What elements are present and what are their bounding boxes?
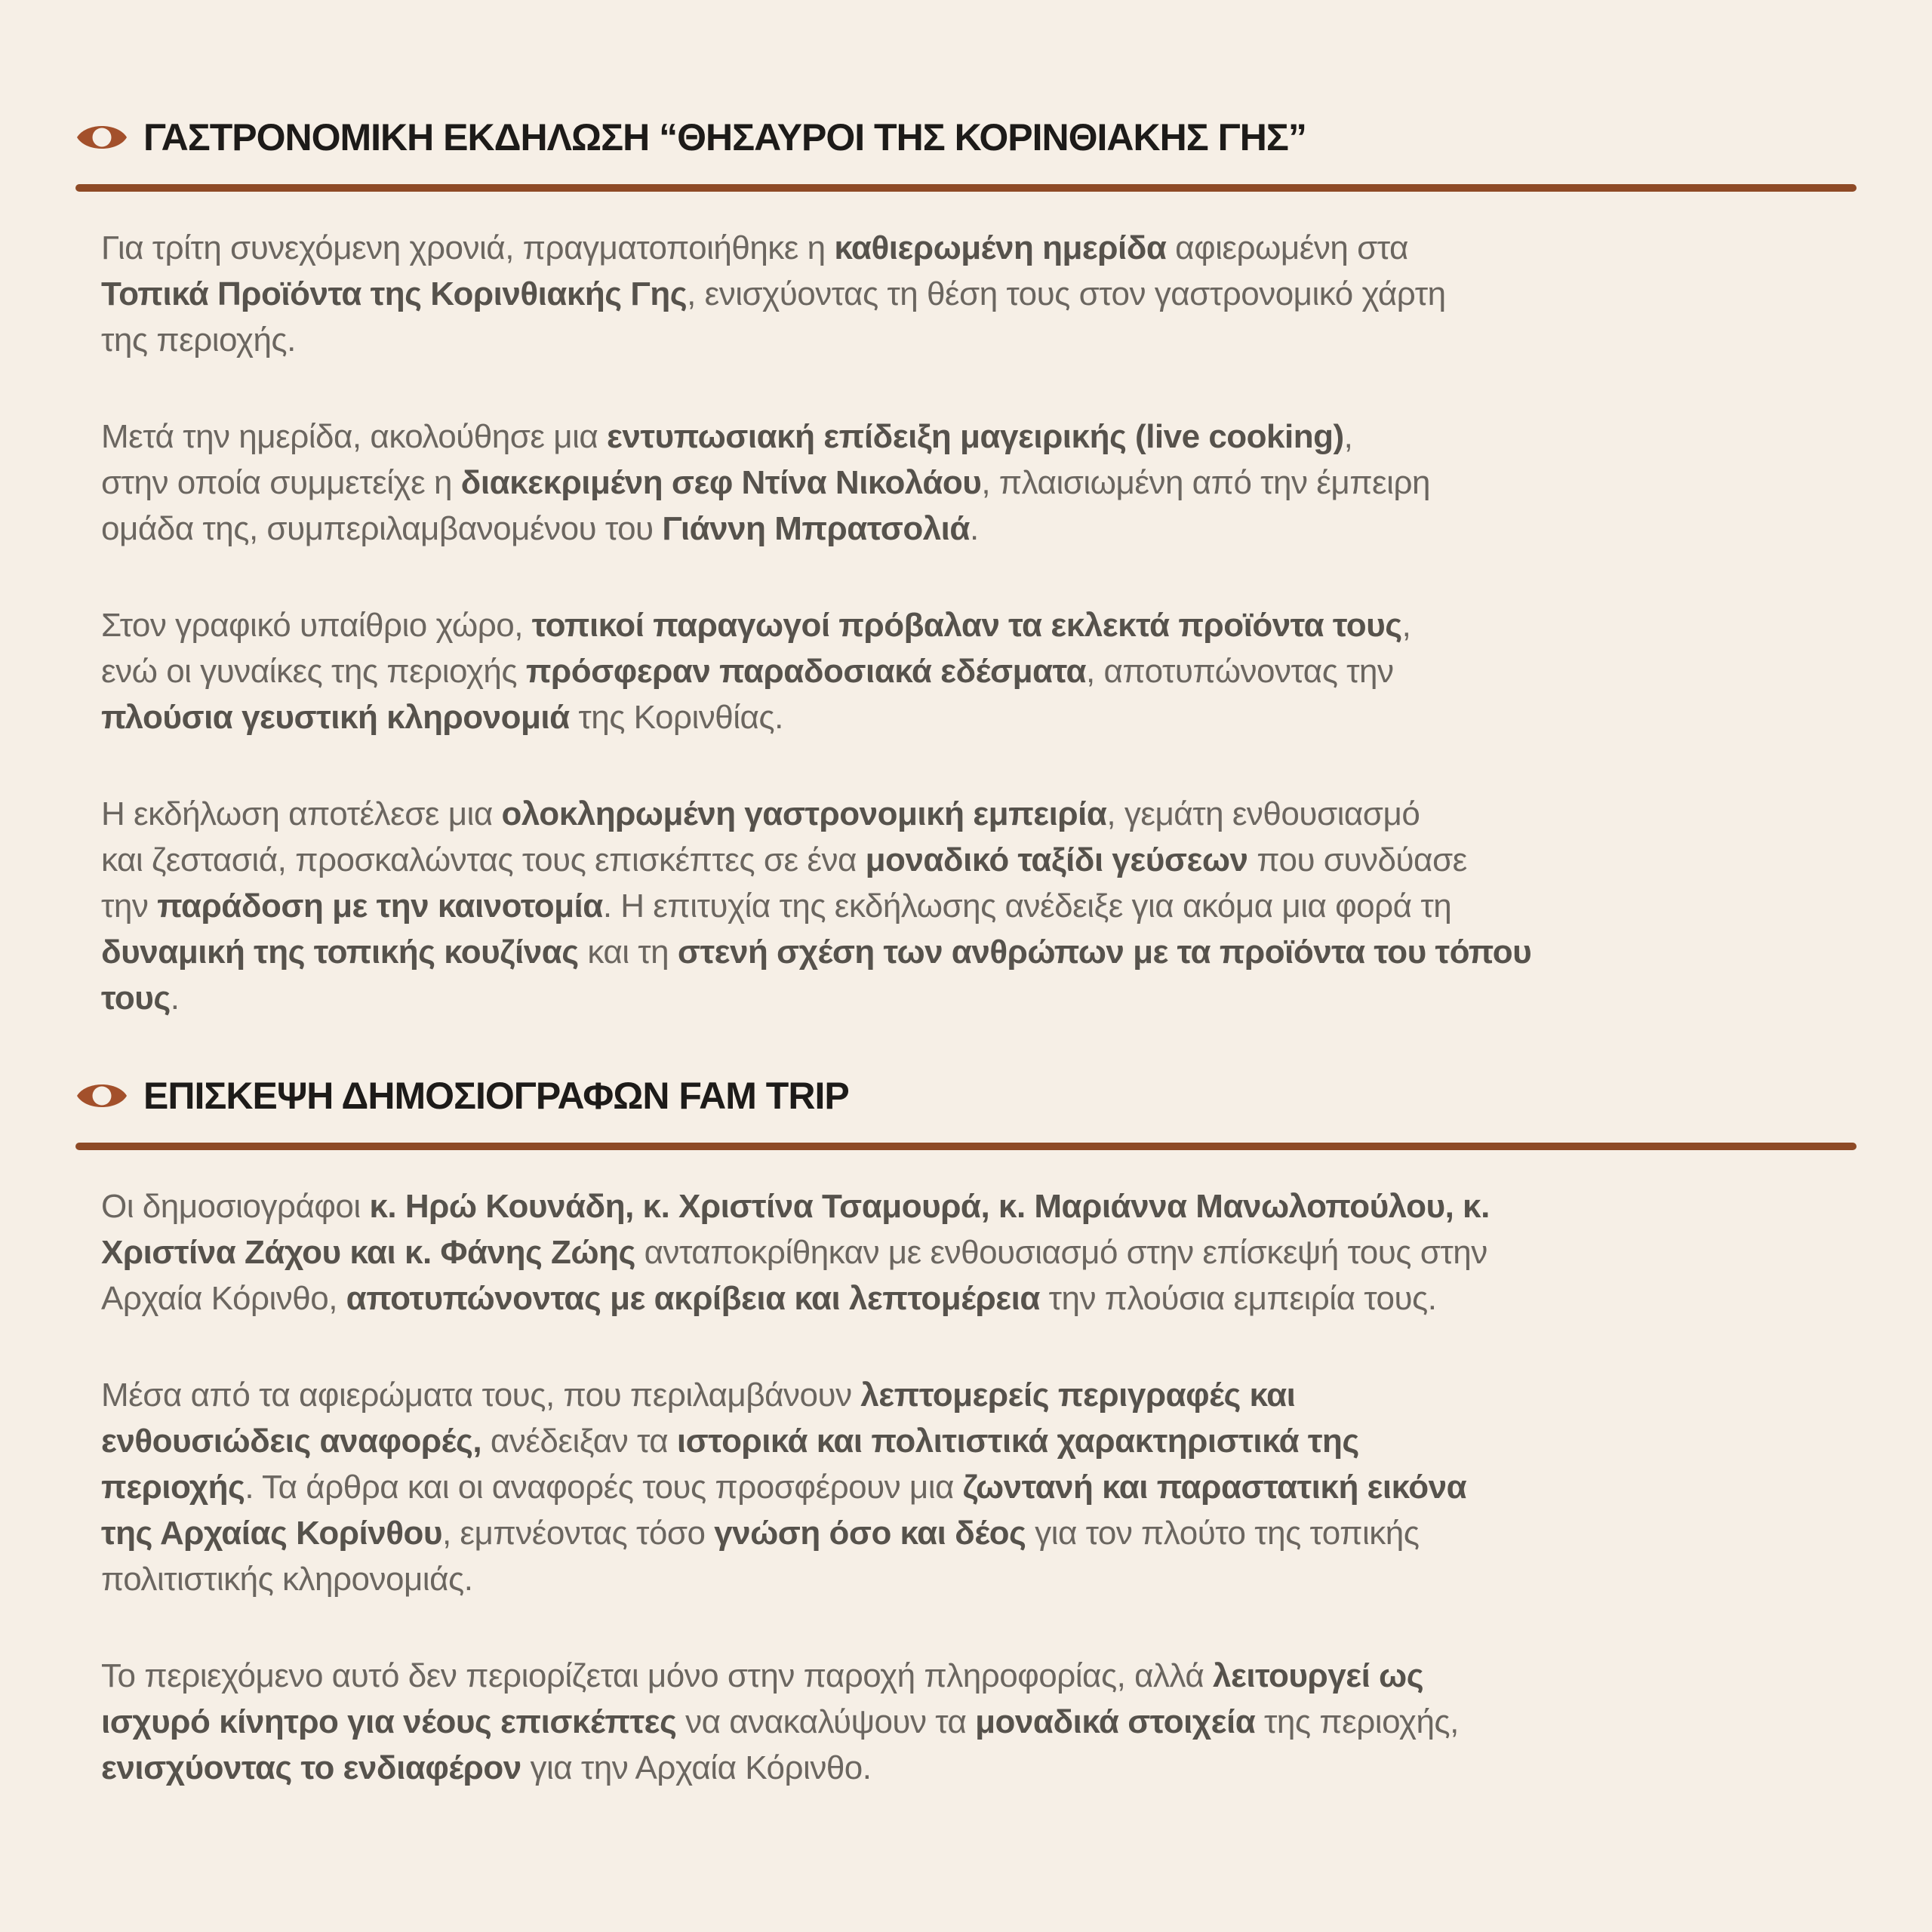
- paragraph: [101, 225, 1857, 363]
- text-line: [101, 1275, 1857, 1321]
- bold-text: παράδοση με την καινοτομία: [157, 888, 603, 924]
- text-line: [101, 1183, 1857, 1229]
- text-line: [101, 1653, 1857, 1699]
- section-divider: [75, 184, 1857, 192]
- text-line: [101, 791, 1857, 837]
- eye-lens-icon: [75, 120, 128, 155]
- paragraph: [101, 1653, 1857, 1791]
- body-text: Στον γραφικό υπαίθριο χώρο,: [101, 607, 532, 644]
- text-line: [101, 694, 1857, 740]
- bold-text: ιστορικά και πολιτιστικά χαρακτηριστικά της: [676, 1423, 1359, 1460]
- body-text: που συνδύασε: [1247, 841, 1467, 878]
- body-text: , γεμάτη ενθουσιασμό: [1106, 795, 1420, 832]
- bold-text: ενθουσιώδεις αναφορές,: [101, 1423, 482, 1460]
- bold-text: Χριστίνα Ζάχου και κ. Φάνης Ζώης: [101, 1234, 635, 1271]
- section-header: [75, 1072, 1857, 1120]
- text-line: [101, 506, 1857, 552]
- bold-text: πρόσφεραν παραδοσιακά εδέσματα: [525, 653, 1087, 690]
- eye-lens-icon: [75, 1078, 128, 1113]
- body-text: στην οποία συμμετείχε η: [101, 464, 461, 501]
- bold-text: στενή σχέση των ανθρώπων με τα προϊόντα του τόπου: [677, 934, 1532, 971]
- text-line: [101, 837, 1857, 883]
- paragraph: [101, 1183, 1857, 1321]
- body-text: και ζεστασιά, προσκαλώντας τους επισκέπτες σε ένα: [101, 841, 866, 878]
- body-text: Μετά την ημερίδα, ακολούθησε μια: [101, 418, 608, 455]
- body-text: ,: [1343, 418, 1353, 455]
- bold-text: Τοπικά Προϊόντα της Κορινθιακής Γης: [101, 275, 688, 312]
- body-text: για την Αρχαία Κόρινθο.: [521, 1749, 872, 1786]
- bold-text: λειτουργεί ως: [1213, 1657, 1424, 1694]
- body-text: της Κορινθίας.: [569, 699, 783, 736]
- bold-text: γνώση όσο και δέος: [714, 1515, 1026, 1552]
- section-heading: ΓΑΣΤΡΟΝΟΜΙΚΗ ΕΚΔΗΛΩΣΗ “ΘΗΣΑΥΡΟΙ ΤΗΣ ΚΟΡΙΝΘΙΑΚΗΣ ΓΗΣ”: [143, 116, 1306, 158]
- text-line: [101, 317, 1857, 363]
- body-text: Αρχαία Κόρινθο,: [101, 1280, 346, 1317]
- bold-text: πλούσια γευστική κληρονομιά: [101, 699, 570, 736]
- body-text: , πλαισιωμένη από την έμπειρη: [981, 464, 1430, 501]
- text-line: [101, 975, 1857, 1021]
- body-text: . Η επιτυχία της εκδήλωσης ανέδειξε για ακόμα μια φορά τη: [602, 888, 1452, 924]
- bold-text: διακεκριμένη σεφ Ντίνα Νικολάου: [460, 464, 982, 501]
- bold-text: ενισχύοντας το ενδιαφέρον: [101, 1749, 521, 1786]
- bold-text: περιοχής: [101, 1469, 245, 1506]
- body-text: την πλούσια εμπειρία τους.: [1039, 1280, 1437, 1317]
- text-line: [101, 271, 1857, 317]
- bold-text: εντυπωσιακή επίδειξη μαγειρικής (live cooking): [607, 418, 1344, 455]
- body-text: της περιοχής.: [101, 321, 296, 358]
- text-line: [101, 414, 1857, 460]
- section-divider: [75, 1143, 1857, 1150]
- text-line: [101, 1699, 1857, 1745]
- body-text: ομάδα της, συμπεριλαμβανομένου του: [101, 510, 663, 547]
- bold-text: ολοκληρωμένη γαστρονομική εμπειρία: [501, 795, 1107, 832]
- body-text: .: [170, 980, 180, 1017]
- text-line: [101, 1556, 1857, 1602]
- body-text: και τη: [578, 934, 678, 971]
- body-text: , εμπνέοντας τόσο: [441, 1515, 715, 1552]
- bold-text: ζωντανή και παραστατική εικόνα: [962, 1469, 1467, 1506]
- text-line: [101, 1418, 1857, 1464]
- body-text: ενώ οι γυναίκες της περιοχής: [101, 653, 526, 690]
- text-line: [101, 1464, 1857, 1510]
- body-text: .: [969, 510, 979, 547]
- body-text: Μέσα από τα αφιερώματα τους, που περιλαμβάνουν: [101, 1377, 861, 1414]
- body-text: ανταποκρίθηκαν με ενθουσιασμό στην επίσκεψή τους στην: [635, 1234, 1487, 1271]
- bold-text: μοναδικό ταξίδι γεύσεων: [865, 841, 1248, 878]
- bold-text: τους: [101, 980, 171, 1017]
- section-header: [75, 113, 1857, 162]
- bold-text: αποτυπώνοντας με ακρίβεια και λεπτομέρεια: [346, 1280, 1040, 1317]
- bold-text: Γιάννη Μπρατσολιά: [662, 510, 970, 547]
- paragraph: [101, 414, 1857, 552]
- bold-text: μοναδικά στοιχεία: [975, 1703, 1256, 1740]
- body-text: Η εκδήλωση αποτέλεσε μια: [101, 795, 502, 832]
- body-text: Για τρίτη συνεχόμενη χρονιά, πραγματοποιήθηκε η: [101, 229, 835, 266]
- text-line: [101, 1510, 1857, 1556]
- body-text: για τον πλούτο της τοπικής: [1026, 1515, 1420, 1552]
- body-text: Οι δημοσιογράφοι: [101, 1188, 370, 1225]
- text-line: [101, 460, 1857, 506]
- body-text: την: [101, 888, 158, 924]
- paragraph: [101, 1372, 1857, 1602]
- content-section: [75, 1072, 1857, 1791]
- body-text: να ανακαλύψουν τα: [676, 1703, 976, 1740]
- body-text: . Τα άρθρα και οι αναφορές τους προσφέρουν μια: [245, 1469, 963, 1506]
- text-line: [101, 1372, 1857, 1418]
- text-line: [101, 225, 1857, 271]
- bold-text: ισχυρό κίνητρο για νέους επισκέπτες: [101, 1703, 677, 1740]
- body-text: ,: [1401, 607, 1411, 644]
- bold-text: κ. Ηρώ Κουνάδη, κ. Χριστίνα Τσαμουρά, κ. Μαριάννα Μανωλοπούλου, κ.: [369, 1188, 1490, 1225]
- bold-text: δυναμική της τοπικής κουζίνας: [101, 934, 579, 971]
- paragraph: [101, 602, 1857, 740]
- paragraph: [101, 791, 1857, 1021]
- body-text: της περιοχής,: [1255, 1703, 1459, 1740]
- text-line: [101, 1745, 1857, 1791]
- bold-text: τοπικοί παραγωγοί πρόβαλαν τα εκλεκτά προϊόντα τους: [531, 607, 1402, 644]
- bold-text: της Αρχαίας Κορίνθου: [101, 1515, 442, 1552]
- content-section: [75, 113, 1857, 1021]
- sections-container: [75, 113, 1857, 1791]
- body-text: πολιτιστικής κληρονομιάς.: [101, 1561, 473, 1598]
- body-text: , αποτυπώνοντας την: [1086, 653, 1394, 690]
- bold-text: καθιερωμένη ημερίδα: [834, 229, 1167, 266]
- body-text: ανέδειξαν τα: [481, 1423, 677, 1460]
- text-line: [101, 883, 1857, 929]
- body-text: , ενισχύοντας τη θέση τους στον γαστρονομικό χάρτη: [687, 275, 1446, 312]
- text-line: [101, 1229, 1857, 1275]
- body-text: Το περιεχόμενο αυτό δεν περιορίζεται μόνο στην παροχή πληροφορίας, αλλά: [101, 1657, 1214, 1694]
- text-line: [101, 648, 1857, 694]
- bold-text: λεπτομερείς περιγραφές και: [860, 1377, 1296, 1414]
- text-line: [101, 602, 1857, 648]
- body-text: αφιερωμένη στα: [1166, 229, 1408, 266]
- section-heading: ΕΠΙΣΚΕΨΗ ΔΗΜΟΣΙΟΓΡΑΦΩΝ FAM TRIP: [143, 1075, 849, 1117]
- text-line: [101, 929, 1857, 975]
